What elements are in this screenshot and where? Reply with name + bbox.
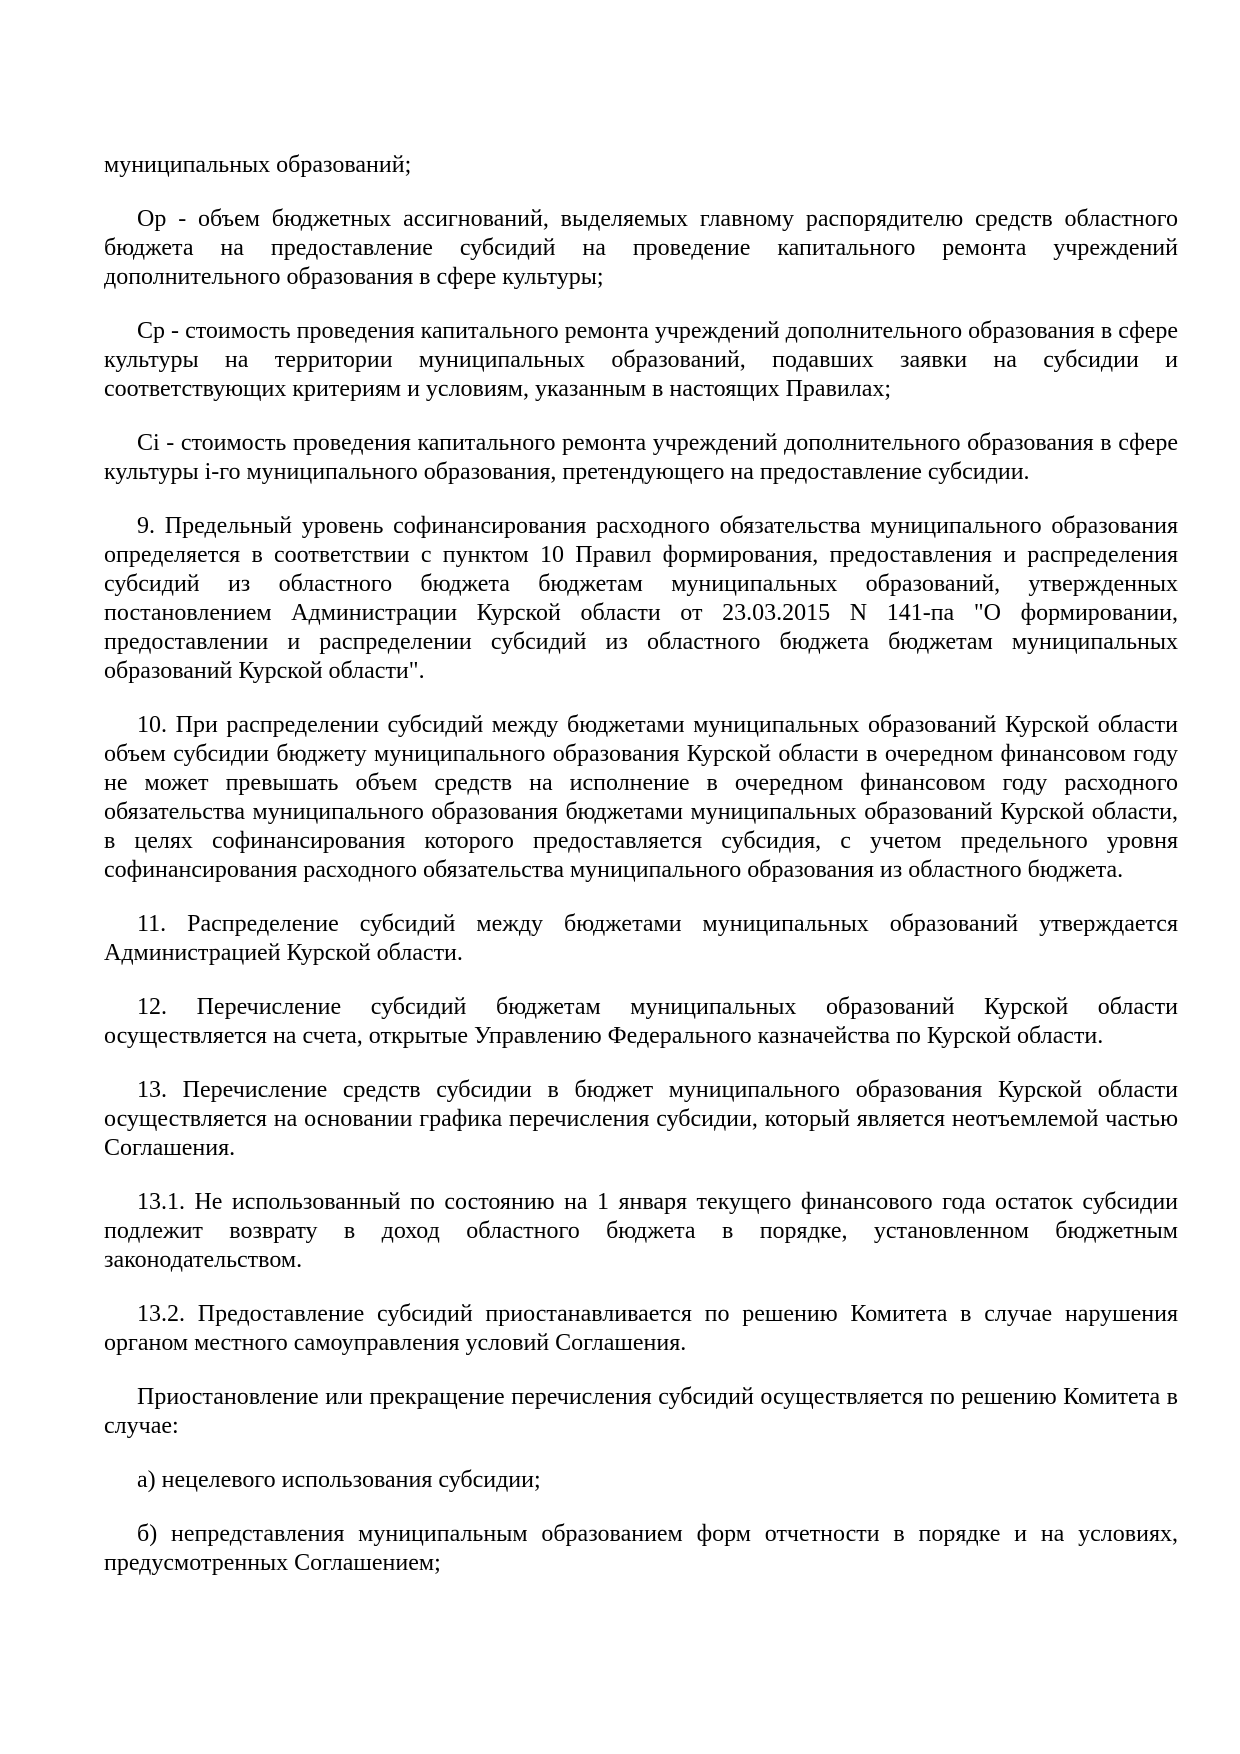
paragraph-subitem-b: б) непредставления муниципальным образованием форм отчетности в порядке и на условиях, предусмотренных Соглашением; [104,1521,1178,1576]
paragraph-subitem-a: а) нецелевого использования субсидии; [137,1467,541,1493]
paragraph-item-13-1: 13.1. Не использованный по состоянию на 1 января текущего финансового года остаток субсидии подлежит возврату в доход областного бюджета в порядке, установленном бюджетным законодательством. [104,1189,1178,1273]
paragraph-item-13-2: 13.2. Предоставление субсидий приостанавливается по решению Комитета в случае нарушения органом местного самоуправления условий Соглашения. [104,1301,1178,1356]
paragraph-item-9: 9. Предельный уровень софинансирования расходного обязательства муниципального образования определяется в соответствии с пунктом 10 Правил формирования, предоставления и распределения субсидий из областного бюджета бюджетам муниципальных образований, утвержденных постановлением Администрации Курской области от 23.03.2015 N 141-па "О формировании, предоставлении и распределении субсидий из областного бюджета бюджетам муниципальных образований Курской области". [104,513,1178,684]
paragraph-continuation: муниципальных образований; [104,152,412,178]
paragraph-item-11: 11. Распределение субсидий между бюджетами муниципальных образований утверждается Администрацией Курской области. [104,911,1178,966]
paragraph-suspension-clause: Приостановление или прекращение перечисления субсидий осуществляется по решению Комитета в случае: [104,1384,1178,1439]
paragraph-definition-op: Ор - объем бюджетных ассигнований, выделяемых главному распорядителю средств областного бюджета на предоставление субсидий на проведение капитального ремонта учреждений дополнительного образования в сфере культуры; [104,206,1178,290]
paragraph-item-12: 12. Перечисление субсидий бюджетам муниципальных образований Курской области осуществляется на счета, открытые Управлению Федерального казначейства по Курской области. [104,994,1178,1049]
paragraph-definition-ci: Ci - стоимость проведения капитального ремонта учреждений дополнительного образования в сфере культуры i-го муниципального образования, претендующего на предоставление субсидии. [104,430,1178,485]
paragraph-definition-sr: Ср - стоимость проведения капитального ремонта учреждений дополнительного образования в сфере культуры на территории муниципальных образований, подавших заявки на субсидии и соответствующих критериям и условиям, указанным в настоящих Правилах; [104,318,1178,402]
paragraph-item-10: 10. При распределении субсидий между бюджетами муниципальных образований Курской области объем субсидии бюджету муниципального образования Курской области в очередном финансовом году не может превышать объем средств на исполнение в очередном финансовом году расходного обязательства муниципального образования бюджетами муниципальных образований Курской области, в целях софинансирования которого предоставляется субсидия, с учетом предельного уровня софинансирования расходного обязательства муниципального образования из областного бюджета. [104,712,1178,883]
paragraph-item-13: 13. Перечисление средств субсидии в бюджет муниципального образования Курской области осуществляется на основании графика перечисления субсидии, который является неотъемлемой частью Соглашения. [104,1077,1178,1161]
